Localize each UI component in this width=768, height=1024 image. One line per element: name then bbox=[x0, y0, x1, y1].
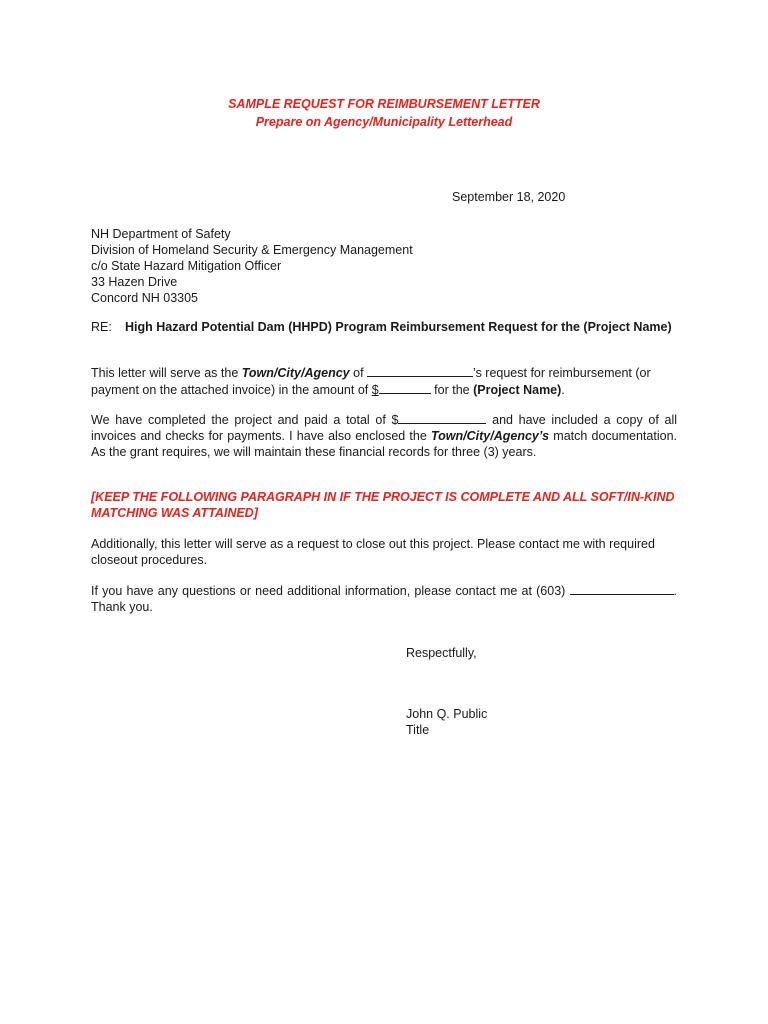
text-run: This letter will serve as the bbox=[91, 366, 242, 380]
header-title: SAMPLE REQUEST FOR REIMBURSEMENT LETTER bbox=[228, 97, 540, 111]
entity-name-blank bbox=[367, 364, 473, 377]
text-run: for the bbox=[430, 383, 474, 397]
address-line: NH Department of Safety bbox=[91, 227, 231, 241]
text-run: . Thank you. bbox=[91, 584, 677, 614]
address-line: c/o State Hazard Mitigation Officer bbox=[91, 259, 282, 273]
paragraph-closeout: Additionally, this letter will serve as a request to close out this project. Please contact me with required closeout procedures. bbox=[91, 537, 655, 567]
entity-placeholder: Town/City/Agency bbox=[241, 366, 350, 380]
text-run: match documentation. As the grant requires, we will maintain these financial records for three (3) years. bbox=[91, 429, 677, 459]
letter-header bbox=[0, 95, 768, 131]
text-run: . bbox=[561, 383, 565, 397]
recipient-address bbox=[91, 226, 677, 306]
paragraph-contact bbox=[91, 582, 677, 615]
text-run: and have included a copy of all invoices and checks for payments. I have also enclosed the bbox=[91, 413, 678, 443]
dollar-sign: $ bbox=[371, 383, 379, 397]
text-run: We have completed the project and paid a total of bbox=[91, 413, 392, 427]
paragraph-request bbox=[91, 364, 677, 398]
closing: Respectfully, bbox=[406, 646, 477, 660]
phone-blank bbox=[570, 582, 674, 595]
instruction-note: [KEEP THE FOLLOWING PARAGRAPH IN IF THE PROJECT IS COMPLETE AND ALL SOFT/IN-KIND MATCHING WAS ATTAINED] bbox=[91, 490, 675, 520]
text-run: ’s request for reimbursement (or payment on the attached invoice) in the amount of bbox=[91, 366, 651, 397]
address-line: 33 Hazen Drive bbox=[91, 275, 178, 289]
entity-placeholder: Town/City/Agency’s bbox=[431, 429, 550, 443]
letter-date: September 18, 2020 bbox=[452, 190, 566, 204]
project-name-placeholder: (Project Name) bbox=[473, 383, 562, 397]
paragraph-completed bbox=[91, 411, 677, 460]
address-line: Division of Homeland Security & Emergency Management bbox=[91, 243, 413, 257]
text-run: If you have any questions or need additional information, please contact me at (603) bbox=[91, 584, 570, 598]
signature-block bbox=[406, 706, 487, 738]
subject-label: RE: bbox=[91, 320, 112, 334]
dollar-sign: $ bbox=[391, 413, 399, 427]
header-subtitle: Prepare on Agency/Municipality Letterhead bbox=[255, 115, 513, 129]
address-line: Concord NH 03305 bbox=[91, 291, 199, 305]
text-run: of bbox=[349, 366, 368, 380]
signer-title: Title bbox=[406, 723, 430, 737]
amount-blank bbox=[379, 381, 431, 394]
signer-name: John Q. Public bbox=[406, 707, 488, 721]
subject-line bbox=[91, 319, 677, 335]
subject-text: High Hazard Potential Dam (HHPD) Program Reimbursement Request for the (Project Name) bbox=[125, 320, 672, 334]
total-paid-blank bbox=[398, 411, 486, 424]
